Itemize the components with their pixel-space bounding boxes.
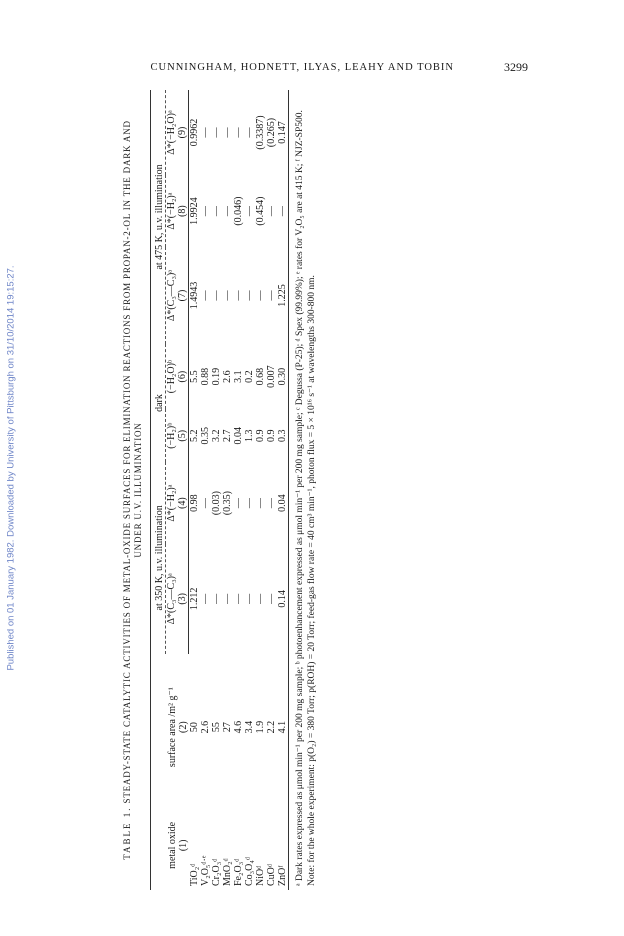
col-header-6: (−H₂O)ᵇ (6) bbox=[166, 344, 189, 409]
download-watermark bbox=[0, 0, 22, 936]
col-header-3: Δ*(C₃—C₃)ᵃ (3) bbox=[166, 544, 189, 654]
activity-table bbox=[150, 90, 289, 890]
table-caption-text: STEADY-STATE CATALYTIC ACTIVITIES OF METAL-OXIDE SURFACES FOR ELIMINATION REACTIONS FROM PROPAN-2-OL IN THE DARK AND UNDER U.V. ILLUMINATION bbox=[122, 120, 143, 804]
col-header-9: Δ*(−H₂O)ᵃ (9) bbox=[166, 90, 189, 175]
group-header-350k: at 350 K, u.v. illumination bbox=[154, 462, 166, 653]
table-content bbox=[120, 90, 460, 890]
table-row: Fe₂O₃ᵈ 4.6 — — 0.04 3.1 — (0.046) — bbox=[233, 127, 244, 886]
table-row: TiO₂ᵈ 50 1.212 0.98 5.2 5.5 1.4943 1.9924 0.9962 bbox=[188, 118, 200, 886]
footnote-conditions: Note: for the whole experiment: p(O₂) = 380 Torr; p(ROH) = 20 Torr; feed-gas flow rate = 40 cm³ min⁻¹, photon flux = 5 × 10¹⁶ s⁻¹ at wavelengths 300-800 nm. bbox=[307, 275, 317, 886]
group-header-dark: dark bbox=[154, 344, 166, 462]
table-row: CuOᵈ 2.2 — — 0.9 0.007 — — (0.265) bbox=[266, 117, 277, 886]
col-header-5: (−H₂)ᵇ (5) bbox=[166, 409, 189, 462]
col-header-surface-area: surface area /m² g⁻¹ (2) bbox=[166, 687, 189, 768]
running-header bbox=[0, 58, 624, 78]
table-row: MnO₂ᵈ 27 — (0.35) 2.7 2.6 — — — bbox=[222, 127, 233, 886]
col-header-metal-oxide: metal oxide (1) bbox=[166, 821, 189, 869]
table-row: Cr₂O₃ᵈ 55 — (0.03) 3.2 0.19 — — — bbox=[211, 127, 222, 886]
table-caption-label: TABLE 1. bbox=[122, 806, 132, 860]
table-row: Co₃O₄ᵈ 3.4 — — 1.3 0.2 — — — bbox=[244, 127, 255, 886]
table-row: ZnOᶠ 4.1 0.14 0.04 0.3 0.30 1.225 — 0.147 bbox=[277, 90, 289, 890]
table-caption bbox=[122, 110, 144, 870]
page-number: 3299 bbox=[504, 60, 528, 74]
running-header-authors: CUNNINGHAM, HODNETT, ILYAS, LEAHY AND TOBIN bbox=[150, 62, 454, 73]
table-row: NiOᵈ 1.9 — — 0.9 0.68 — (0.454) (0.3387) bbox=[255, 115, 266, 886]
col-header-4: Δ*(−H₂)ᵃ (4) bbox=[166, 462, 189, 544]
rotated-table-block bbox=[120, 90, 460, 890]
table-row: V₂O₅ᵈ·ᵉ 2.6 — — 0.35 0.88 — — — bbox=[200, 127, 211, 886]
group-header-475k: at 475 K, u.v. illumination bbox=[154, 90, 166, 344]
footnote-rates: ᵃ Dark rates expressed as μmol min⁻¹ per 200 mg sample; ᵇ photoenhancement expressed as μmol min⁻¹ per 200 mg sample; ᶜ Degussa (P-25); ᵈ Spex (99.99%); ᵉ rates for V₂O₅ are at 415 K; ᶠ NJZ-SP500. bbox=[295, 110, 305, 886]
col-header-7: Δ*(C₃—C₃)ᵃ (7) bbox=[166, 247, 189, 344]
col-header-8: Δ*(−H₂)ᵃ (8) bbox=[166, 175, 189, 247]
table-footnotes bbox=[294, 90, 318, 890]
download-note-text: Published on 01 January 1982. Downloaded by University of Pittsburgh on 31/10/2014 19:15:27. bbox=[5, 265, 17, 671]
